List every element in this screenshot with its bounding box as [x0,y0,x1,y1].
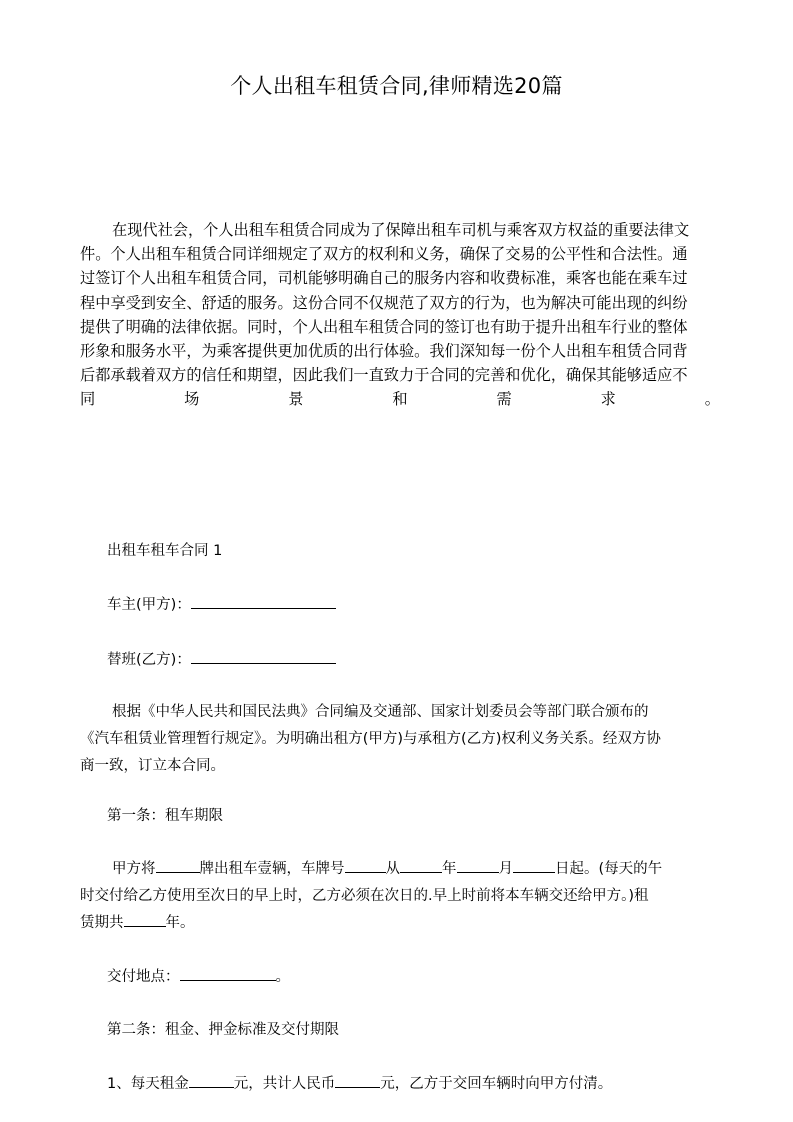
article2-text: 1、每天租金 [107,1076,189,1092]
intro-line: 提供了明确的法律依据。同时，个人出租车租赁合同的签订也有助于提升出租车行业的整体 [80,317,688,336]
article1-line: 时交付给乙方使用至次日的早上时，乙方必须在次日的.早上时前将本车辆交还给甲方。)租 [80,888,649,904]
intro-char: 需 [496,390,512,409]
relief-line [107,647,336,674]
intro-line: 件。个人出租车租赁合同详细规定了双方的权利和义务，确保了交易的公平性和合法性。通 [80,245,688,264]
article1-text: 牌出租车壹辆，车牌号 [199,861,345,877]
intro-char: 同 [80,390,96,409]
article2-item1 [107,1071,612,1098]
total-rmb-blank[interactable] [335,1073,380,1088]
brand-blank[interactable] [156,858,200,873]
year-blank[interactable] [400,858,442,873]
delivery-line [107,964,290,991]
delivery-label: 交付地点： [107,969,180,985]
delivery-blank[interactable] [180,966,276,981]
document-title: 个人出租车租赁合同,律师精选20篇 [230,74,563,98]
intro-line: 形象和服务水平，为乘客提供更加优质的出行体验。我们深知每一份个人出租车租赁合同背 [80,342,688,361]
delivery-end: 。 [275,969,290,985]
article1-paragraph [80,856,729,937]
relief-blank[interactable] [191,649,336,664]
owner-label: 车主(甲方)： [107,597,191,613]
article1-text: 从 [385,861,400,877]
month-blank[interactable] [457,858,499,873]
daily-rent-blank[interactable] [189,1073,234,1088]
article1-text: 年 [442,861,457,877]
intro-line: 在现代社会，个人出租车租赁合同成为了保障出租车司机与乘客双方权益的重要法律文 [112,221,690,239]
intro-paragraph [80,218,720,412]
plate-blank[interactable] [345,858,386,873]
article1-text: 年。 [165,915,195,931]
article1-text: 日起。(每天的午 [555,861,663,877]
article2-title: 第二条：租金、押金标准及交付期限 [107,1022,339,1038]
basis-line: 根据《中华人民共和国民法典》合同编及交通部、国家计划委员会等部门联合颁布的 [112,704,649,720]
basis-line: 商一致，订立本合同。 [80,758,225,774]
intro-char: 场 [184,390,200,409]
contract-heading: 出租车租车合同 1 [107,543,223,559]
article2-text: 元，乙方于交回车辆时向甲方付清。 [380,1076,613,1092]
owner-line [107,592,336,619]
article1-text: 月 [498,861,513,877]
article1-line [80,910,729,937]
article1-title: 第一条：租车期限 [107,808,223,824]
article1-line [107,856,729,883]
article1-text: 甲方将 [112,861,156,877]
basis-line: 《汽车租赁业管理暂行规定》。为明确出租方(甲方)与承租方(乙方)权利义务关系。经双方协 [80,731,661,747]
intro-line: 程中享受到安全、舒适的服务。这份合同不仅规范了双方的行为，也为解决可能出现的纠纷 [80,293,688,312]
intro-char: 。 [704,390,720,409]
lease-years-blank[interactable] [124,912,166,927]
intro-char: 求 [600,390,616,409]
intro-line: 过签订个人出租车租赁合同，司机能够明确自己的服务内容和收费标准，乘客也能在乘车过 [80,269,688,288]
article1-text: 赁期共 [80,915,124,931]
article2-text: 元，共计人民币 [233,1076,336,1092]
relief-label: 替班(乙方)： [107,652,191,668]
intro-char: 景 [288,390,304,409]
day-blank[interactable] [513,858,555,873]
intro-last-line [80,387,720,411]
intro-line: 后都承载着双方的信任和期望，因此我们一直致力于合同的完善和优化，确保其能够适应不 [80,366,688,385]
basis-paragraph [80,699,729,780]
intro-char: 和 [392,390,408,409]
owner-blank[interactable] [191,594,336,609]
